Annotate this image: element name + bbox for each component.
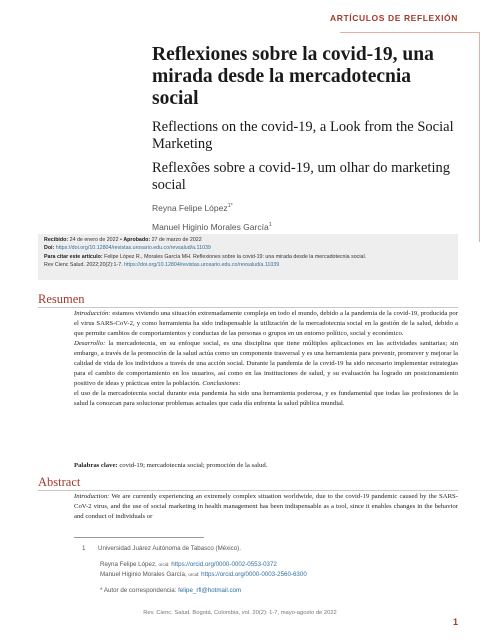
journal-citation-footer: Rev. Cienc. Salud. Bogotá, Colombia, vol. 20(2): 1-7, mayo-agosto de 2022 (143, 610, 337, 616)
doi-line (44, 244, 452, 252)
cite-link[interactable]: https://doi.org/10.12804/revistas.urosario.edu.co/revsalud/a.11039 (124, 261, 280, 268)
footnote-rule (74, 537, 204, 538)
resumen-rule (38, 307, 458, 308)
author-2-affiliation-mark: 1 (268, 221, 272, 228)
abstract-intro-label: Introduction: (74, 493, 110, 500)
title-spanish: Reflexiones sobre la covid-19, una mirada desde la mercadotecnia social (152, 44, 434, 109)
abstract-intro-text: We are currently experiencing an extremely complex situation worldwide, due to the covid-19 pandemic caused by the SARS-CoV-2 virus, and the use of social marketing in health management has been indispensable as a tool, since it enables changes in the behavior and conduct of individuals or (74, 493, 458, 521)
keywords-text: covid-19; mercadotecnia social; promoción de la salud. (119, 462, 268, 469)
correspondence-footnote (100, 586, 460, 596)
author-1 (152, 198, 452, 217)
orcid-1-label: orcid: (158, 562, 170, 567)
abstract-heading: Abstract (38, 475, 81, 489)
resumen-dev-text: la mercadotecnia, en su enfoque social, es una disciplina que tiene múltiples aplicaciones en las actividades sanitarias; sin embargo, a través de la promoción de la salud actúa como un componente trasversal y es una herramienta para prevenir, promover y mejorar la calidad de vida de los individuos a través de una acción social. Durante la pandemia de la covid-19 ha sido necesario implementar estrategias para el cambio de comportamiento en los usuarios, así como en las instituciones de salud, y su evaluación ha logrado un posicionamiento positivo de ideas y prácticas entre la población. (74, 340, 458, 388)
cite-text: Felipe López R., Morales García MH. Reflexiones sobre la covid-19: una mirada desde la mercadotecnia social. (104, 253, 367, 260)
received-date: 24 de enero de 2022 (69, 237, 119, 243)
orcid-2-name: Manuel Higinio Morales García, (100, 571, 187, 578)
orcid-author-2 (100, 570, 460, 580)
resumen-intro-label: Introducción: (74, 310, 111, 317)
received-label: Recibido: (44, 237, 69, 243)
affiliation-text: Universidad Juárez Autónoma de Tabasco (México). (98, 545, 241, 552)
author-2 (152, 217, 452, 236)
dates-line: Recibido: 24 de enero de 2022 • Aprobado: 27 de marzo de 2022 (44, 237, 202, 243)
page-number: 1 (452, 617, 458, 627)
title-english: Reflections on the covid-19, a Look from the Social Marketing (152, 119, 454, 152)
resumen-heading: Resumen (38, 292, 85, 306)
resumen-development (74, 339, 458, 389)
keywords-label: Palabras clave: (74, 462, 118, 469)
correspondence-email[interactable]: felipe_rfl@hotmail.com (178, 587, 242, 594)
resumen-concl-label: Conclusiones: (202, 380, 241, 388)
correspondence-mark: * (100, 587, 103, 594)
article-metadata-box (38, 234, 458, 280)
author-2-name: Manuel Higinio Morales García (152, 221, 269, 232)
resumen-conclusions (74, 389, 458, 409)
author-1-name: Reyna Felipe López (152, 202, 228, 213)
doi-label: Doi: (44, 245, 55, 252)
affiliation-footnote (82, 544, 460, 554)
footnotes (82, 544, 460, 596)
abstract-introduction (74, 492, 458, 522)
author-list (152, 198, 452, 236)
keywords (74, 462, 458, 469)
affiliation-number: 1 (82, 545, 86, 552)
orcid-2-label: orcid: (188, 572, 200, 577)
resumen-concl-text: el uso de la mercadotecnia social durante esta pandemia ha sido una herramienta poderosa, y es fundamental que todas las profesiones de la salud la conozcan para solucionar problemas actuales que cada día enfrenta la salud pública mundial. (74, 390, 458, 408)
cite-line-2 (44, 261, 452, 269)
cite-line (44, 253, 452, 261)
cite-label: Para citar este artículo: (44, 253, 103, 260)
correspondence-label: Autor de correspondencia: (103, 587, 177, 594)
orcid-author-1 (100, 560, 460, 570)
title-portuguese: Reflexões sobre a covid-19, um olhar do marketing social (152, 160, 450, 193)
doi-link[interactable]: https://doi.org/10.12804/revistas.urosario.edu.co/revsalud/a.11039 (55, 245, 211, 252)
orcid-1-name: Reyna Felipe López, (100, 561, 157, 568)
section-label: ARTÍCULOS DE REFLEXIÓN (330, 13, 458, 23)
orcid-2-link[interactable]: https://orcid.org/0000-0003-2560-6300 (201, 571, 307, 578)
orcid-1-link[interactable]: https://orcid.org/0000-0002-0553-0372 (171, 561, 277, 568)
approved-date: 27 de marzo de 2022 (151, 237, 202, 243)
approved-label: Aprobado: (123, 237, 151, 243)
resumen-intro-text: estamos viviendo una situación extremadamente compleja en todo el mundo, debido a la pandemia de la covid-19, producida por el virus SARS-CoV-2, y como herramienta ha sido indispensable la utilización de la mercadotecnia social en la gestión de la salud, debido a que permite cambios de comportamientos y conductas de las personas o grupos en un entorno político, social y económico. (74, 310, 459, 338)
resumen-dev-label: Desarrollo: (74, 340, 106, 348)
author-1-affiliation-mark: 1* (227, 203, 233, 209)
resumen-introduction (74, 309, 458, 339)
cite-text-2: Rev Cienc Salud. 2022;20(2):1-7. (44, 261, 123, 268)
abstract-body (74, 492, 458, 522)
resumen-body (74, 309, 458, 409)
header-rule (340, 32, 480, 33)
abstract-rule (38, 490, 458, 491)
